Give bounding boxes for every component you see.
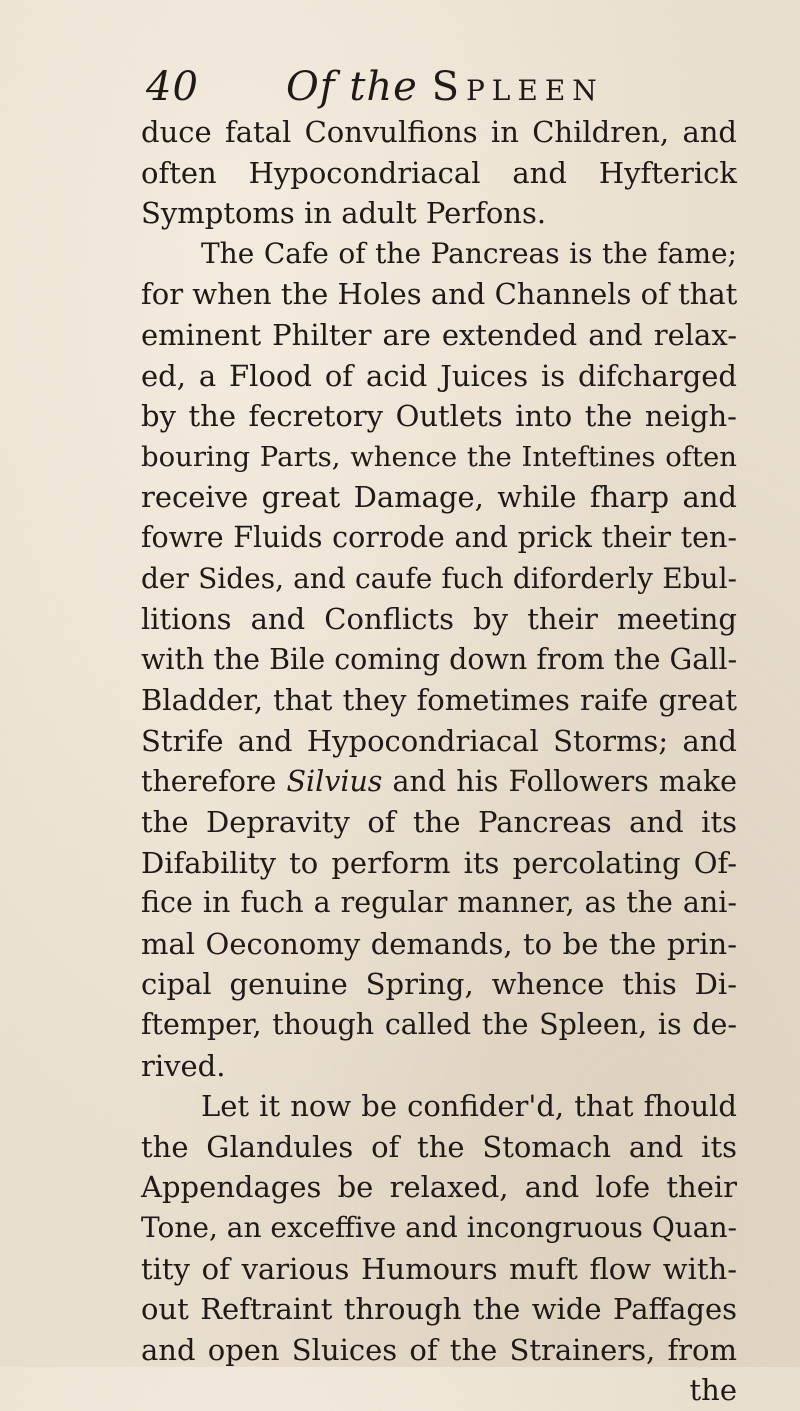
text-line: duce fatal Convulfions in Children, and <box>141 115 737 149</box>
italic-name: Silvius <box>286 764 383 798</box>
text-line: Strife and Hypocondriacal Storms; and <box>141 723 737 758</box>
text-line: Appendages be relaxed, and lofe their <box>141 1170 737 1205</box>
text-line: and open Sluices of the Strainers, from <box>141 1332 737 1367</box>
text-line: Tone, an exceffive and incongruous Quan- <box>141 1211 737 1245</box>
page-header <box>146 62 786 112</box>
text-line: The Cafe of the Pancreas is the fame; <box>201 236 737 270</box>
text-line: the Glandules of the Stomach and its <box>141 1129 737 1164</box>
text-fragment: therefore <box>141 764 277 798</box>
text-line: bouring Parts, whence the Inteftines often <box>141 440 737 473</box>
text-line: Let it now be confider'd, that fhould <box>201 1089 737 1124</box>
text-line: mal Oeconomy demands, to be the prin- <box>141 926 737 961</box>
text-line: the Depravity of the Pancreas and its <box>141 805 737 840</box>
text-line: fice in fuch a regular manner, as the ani- <box>141 886 737 920</box>
text-line: out Reftraint through the wide Paffages <box>141 1292 737 1327</box>
catchword: the <box>689 1373 737 1408</box>
text-line: often Hypocondriacal and Hyfterick <box>141 155 737 190</box>
text-line: Difability to perform its percolating Of- <box>141 845 737 880</box>
page-number: 40 <box>146 64 199 110</box>
body-text <box>141 112 737 1411</box>
running-head-the: the <box>349 64 418 110</box>
running-head <box>286 62 604 112</box>
text-fragment: and his Followers make <box>392 764 737 798</box>
text-line: ftemper, though called the Spleen, is de- <box>141 1008 737 1042</box>
text-line: with the Bile coming down from the Gall- <box>141 642 738 676</box>
text-line: receive great Damage, while fharp and <box>141 480 737 515</box>
text-line: Bladder, that they fometimes raife great <box>141 683 737 718</box>
text-line: der Sides, and caufe fuch diforderly Ebul- <box>141 561 737 595</box>
text-line: eminent Philter are extended and relax- <box>141 317 737 352</box>
text-line: ed, a Flood of acid Juices is difcharged <box>141 358 737 393</box>
text-line: litions and Conflicts by their meeting <box>141 602 737 637</box>
text-line: for when the Holes and Channels of that <box>141 277 738 312</box>
running-head-word: Spleen <box>431 64 604 110</box>
running-head-of: Of <box>286 64 336 110</box>
text-line: Symptoms in adult Perfons. <box>141 196 547 231</box>
text-line: cipal genuine Spring, whence this Di- <box>141 967 737 1002</box>
text-line-with-italic <box>141 762 737 803</box>
text-line: rived. <box>141 1048 226 1083</box>
text-line: fowre Fluids corrode and prick their ten- <box>141 520 737 554</box>
text-line: tity of various Humours muft flow with- <box>141 1251 737 1286</box>
text-line: by the fecretory Outlets into the neigh- <box>141 399 737 434</box>
